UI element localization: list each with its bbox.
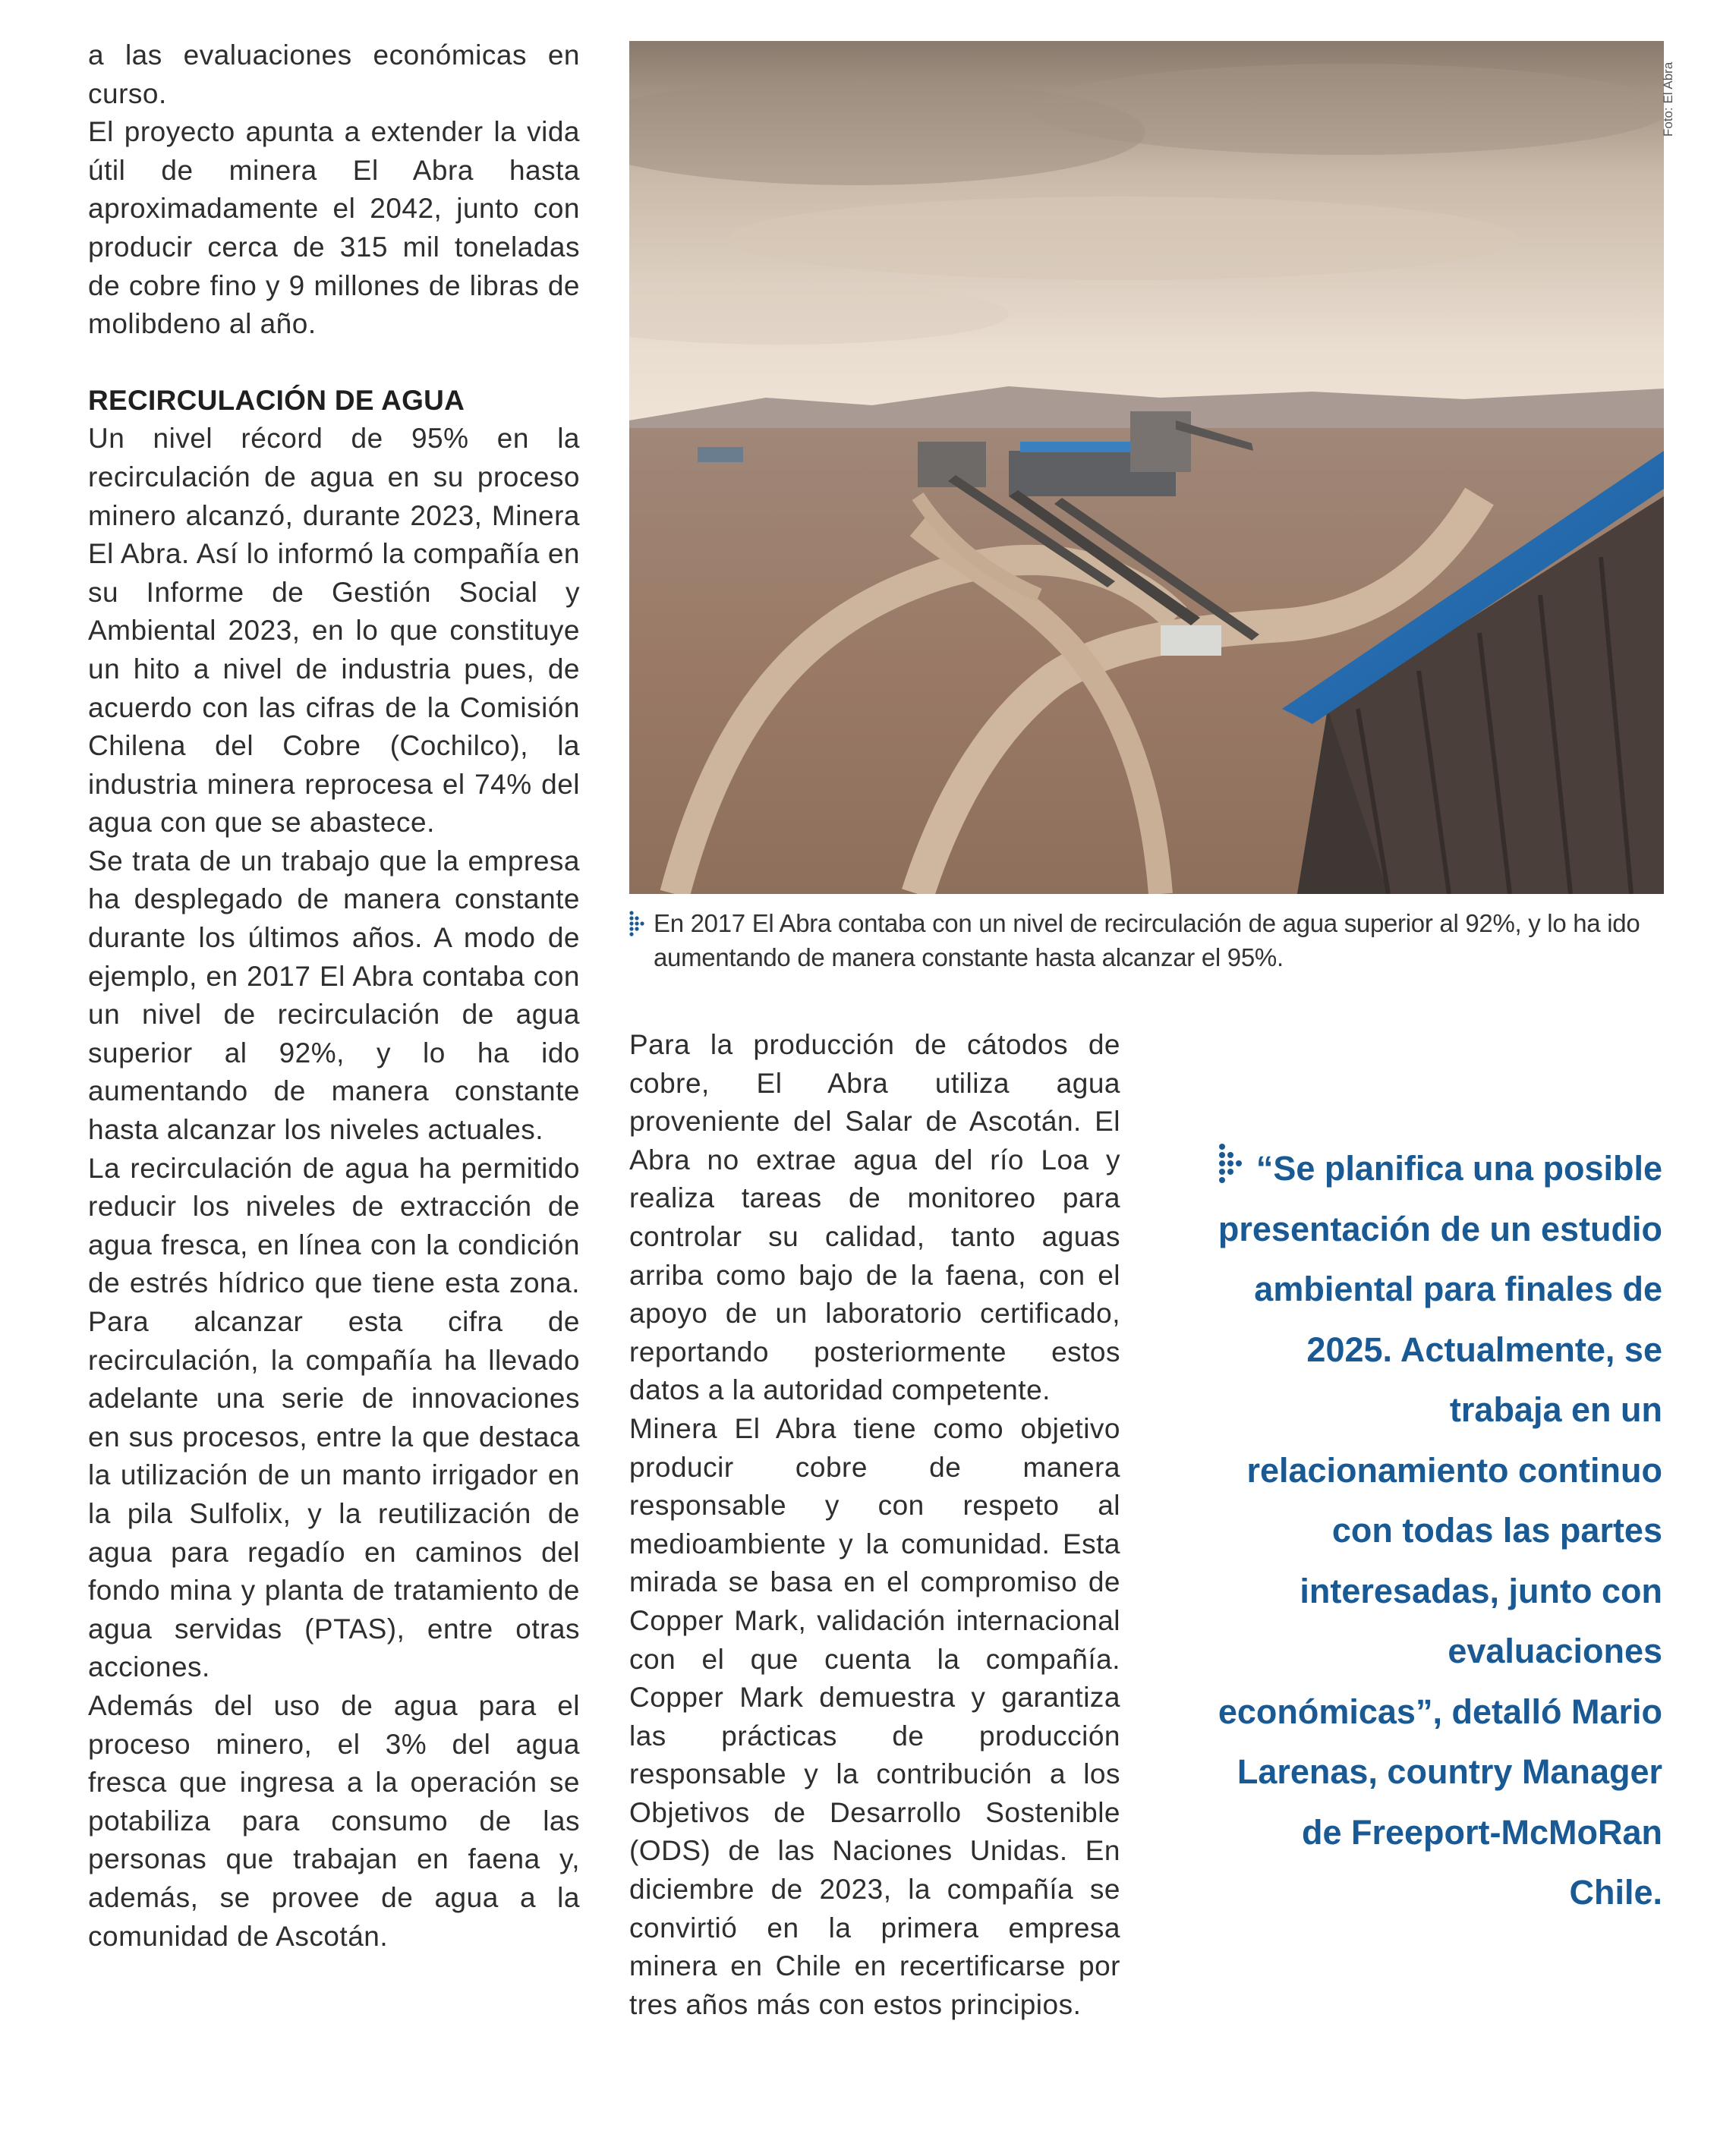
body-paragraph-3: La recirculación de agua ha permitido reducir los niveles de extracción de agua fresca, en línea con la condición de estrés hídrico que tiene esta zona. Para alcanzar esta cifra de recirculación, la compañía ha llevado adelante una serie de innovaciones en sus procesos, entre la que destaca la utilización de un manto irrigador en la pila Sulfolix, y la reutilización de agua para regadío en caminos del fondo mina y planta de tratamiento de agua servidas (PTAS), entre otras acciones.	[88, 1152, 580, 1683]
body-paragraph-2: Se trata de un trabajo que la empresa ha desplegado de manera constante durante los últimos años. A modo de ejemplo, en 2017 El Abra contaba con un nivel de recirculación de agua superior al 92%, y lo ha ido aumentando de manera constante hasta alcanzar los niveles actuales.	[88, 845, 580, 1146]
mining-plant-landscape-image	[629, 41, 1664, 894]
section-heading: RECIRCULACIÓN DE AGUA	[88, 384, 465, 416]
middle-paragraph-1: Para la producción de cátodos de cobre, El Abra utiliza agua proveniente del Salar de Ascotán. El Abra no extrae agua del río Loa y realiza tareas de monitoreo para controlar su calidad, tanto aguas arriba como bajo de la faena, con el apoyo de un laboratorio certificado, reportando posteriormente estos datos a la autoridad competente.	[629, 1029, 1120, 1406]
left-column	[88, 36, 580, 1956]
middle-paragraph-2: Minera El Abra tiene como objetivo producir cobre de manera responsable y con respeto al medioambiente y la comunidad. Esta mirada se basa en el compromiso de Copper Mark, validación internacional con el que cuenta la compañía. Copper Mark demuestra y garantiza las prácticas de producción responsable y la contribución a los Objetivos de Desarrollo Sostenible (ODS) de las Naciones Unidas. En diciembre de 2023, la compañía se convirtió en la primera empresa minera en Chile en recertificarse por tres años más con estos principios.	[629, 1412, 1120, 2020]
body-paragraph-1: Un nivel récord de 95% en la recirculación de agua en su proceso minero alcanzó, durante 2023, Minera El Abra. Así lo informó la compañía en su Informe de Gestión Social y Ambiental 2023, en lo que constituye un hito a nivel de industria pues, de acuerdo con las cifras de la Comisión Chilena del Cobre (Cochilco), la industria minera reprocesa el 74% del agua con que se abastece.	[88, 423, 580, 839]
dotted-triangle-icon	[629, 911, 646, 936]
photo-credit: Foto: El Abra	[1661, 61, 1675, 137]
dotted-triangle-icon	[1218, 1144, 1246, 1183]
body-paragraph-4: Además del uso de agua para el proceso minero, el 3% del agua fresca que ingresa a la operación se potabiliza para consumo de las personas que trabajan en faena y, además, se provee de agua a la comunidad de Ascotán.	[88, 1689, 580, 1952]
intro-paragraph-2: El proyecto apunta a extender la vida útil de minera El Abra hasta aproximadamente el 2042, junto con producir cerca de 315 mil toneladas de cobre fino y 9 millones de libras de molibdeno al año.	[88, 116, 580, 340]
pull-quote	[1215, 1138, 1662, 1923]
pull-quote-text: “Se planifica una posible presentación de un estudio ambiental para finales de 2025. Actualmente, se trabaja en un relacionamiento continuo con todas las partes interesadas, junto con evaluaciones económicas”, detalló Mario Larenas, country Manager de Freeport-McMoRan Chile.	[1218, 1149, 1662, 1912]
intro-paragraph-1: a las evaluaciones económicas en curso.	[88, 39, 580, 109]
caption-text: En 2017 El Abra contaba con un nivel de recirculación de agua superior al 92%, y lo ha ido aumentando de manera constante hasta alcanzar el 95%.	[654, 909, 1640, 971]
photo-caption	[629, 906, 1677, 974]
mining-plant-photo	[629, 41, 1664, 894]
middle-column	[629, 1026, 1120, 2024]
